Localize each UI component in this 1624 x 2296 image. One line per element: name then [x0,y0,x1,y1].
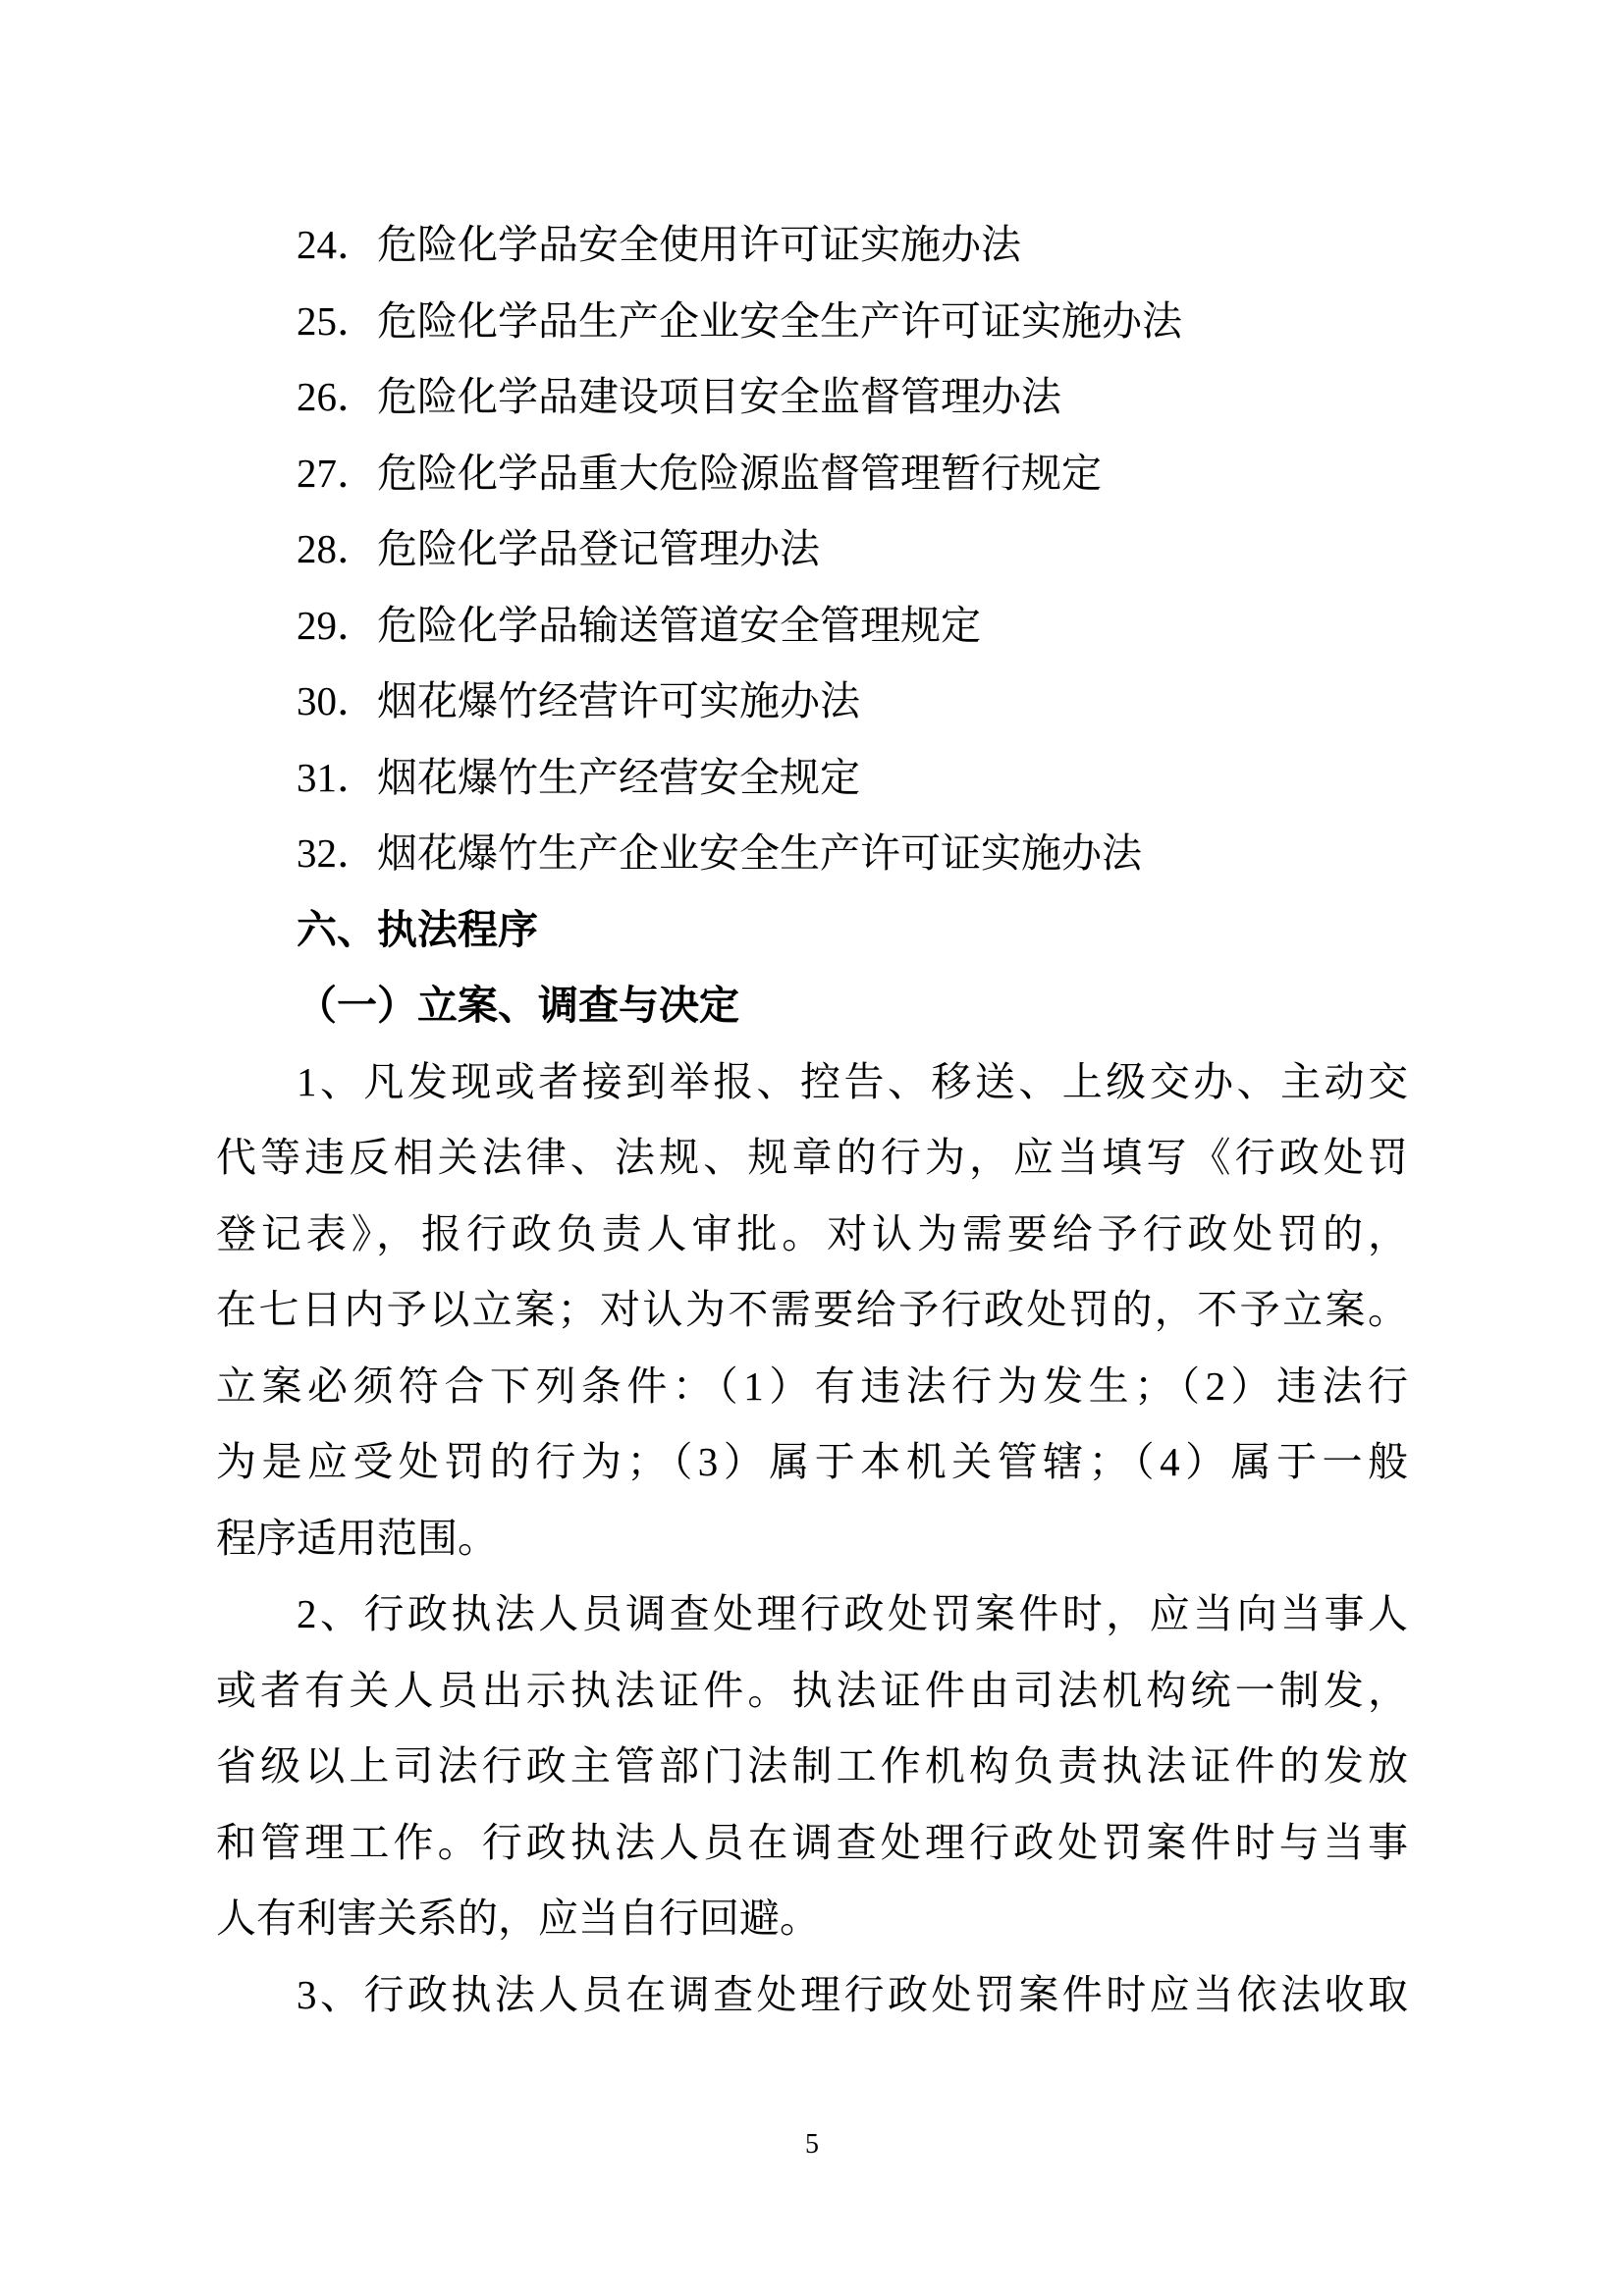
document-line: 24．危险化学品安全使用许可证实施办法 [297,222,1021,267]
document-line: 25．危险化学品生产企业安全生产许可证实施办法 [297,297,1182,344]
document-body [216,207,1408,2033]
document-line: 32．烟花爆竹生产企业安全生产许可证实施办法 [297,830,1142,876]
document-line: 程序适用范围。 [216,1515,498,1561]
document-line: 立案必须符合下列条件：（1）有违法行为发生；（2）违法行 [216,1362,1408,1409]
document-line: 为是应受处罚的行为；（3）属于本机关管辖；（4）属于一般 [216,1439,1408,1484]
document-line: 31．烟花爆竹生产经营安全规定 [297,754,860,800]
document-line: 2、行政执法人员调查处理行政处罚案件时，应当向当事人 [297,1591,1408,1636]
document-line: 3、行政执法人员在调查处理行政处罚案件时应当依法收取 [297,1971,1408,2017]
document-line: 30．烟花爆竹经营许可实施办法 [297,678,860,723]
document-line: 人有利害关系的，应当自行回避。 [216,1896,820,1941]
document-line: 1、凡发现或者接到举报、控告、移送、上级交办、主动交 [297,1058,1408,1104]
document-line: 28．危险化学品登记管理办法 [297,526,820,571]
document-line: 在七日内予以立案；对认为不需要给予行政处罚的，不予立案。 [216,1287,1408,1332]
document-line: 六、执法程序 [297,906,538,952]
document-line: 26．危险化学品建设项目安全监督管理办法 [297,374,1061,419]
document-line: 省级以上司法行政主管部门法制工作机构负责执法证件的发放 [216,1743,1408,1789]
document-line: （一）立案、调查与决定 [297,983,739,1028]
page-number: 5 [805,2129,819,2160]
document-line: 和管理工作。行政执法人员在调查处理行政处罚案件时与当事 [216,1819,1408,1865]
document-line: 代等违反相关法律、法规、规章的行为，应当填写《行政处罚 [216,1135,1408,1180]
document-line: 29．危险化学品输送管道安全管理规定 [297,602,981,648]
document-line: 登记表》，报行政负责人审批。对认为需要给予行政处罚的， [216,1210,1408,1256]
document-line: 或者有关人员出示执法证件。执法证件由司法机构统一制发， [216,1667,1408,1713]
document-line: 27．危险化学品重大危险源监督管理暂行规定 [297,450,1102,496]
